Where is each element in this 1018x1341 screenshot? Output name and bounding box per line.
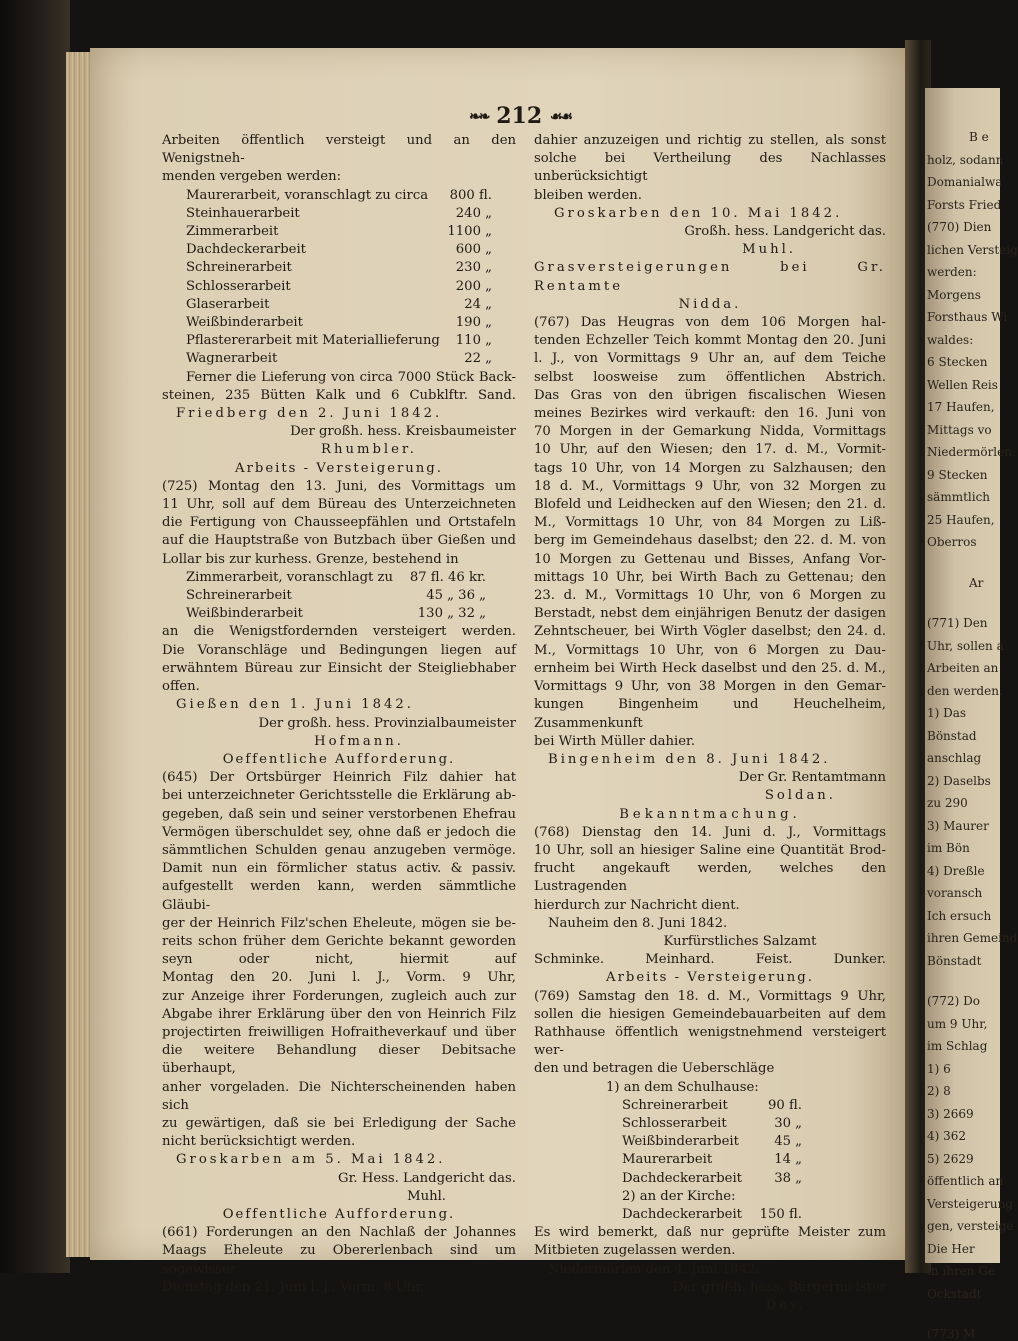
cost-value: 190 „	[455, 315, 492, 331]
cost-label: Wagnerarbeit	[186, 351, 278, 367]
text-line: Arbeiten öffentlich versteigt und an den Wenigstneh-	[162, 133, 516, 167]
place-date: Niedermörlen den 4. Juni 1842.	[548, 1261, 760, 1277]
text-line: 18 d. M., Vormittags 9 Uhr, von 32 Morgen zu	[534, 478, 886, 494]
cost-label: Schreinerarbeit	[186, 588, 292, 604]
cost-item	[162, 314, 492, 332]
cost-label: Weißbinderarbeit	[186, 606, 303, 622]
text-line: meines Bezirkes wird verkauft: den 16. Juni von	[534, 406, 886, 422]
fragment-line: Morgens	[927, 287, 981, 302]
cost-value: 30 „	[774, 1115, 802, 1131]
text-line: gegeben, daß sein und seiner verstorbenen Ehefrau	[162, 806, 516, 822]
fragment-line: (771) Den	[927, 616, 988, 630]
fragment-line: 9 Stecken	[927, 467, 988, 482]
signature-title: Der großh. hess. Provinzialbaumeister	[258, 715, 516, 731]
fragment-line: ihren Gemeind	[927, 931, 1018, 945]
fragment-line: den werden.	[927, 683, 1003, 698]
cost-fill	[712, 1151, 774, 1169]
cost-item	[622, 1115, 802, 1133]
text-line: 70 Morgen in der Gemarkung Nidda, Vormittags	[534, 424, 886, 440]
fragment-line: 2) 8	[927, 1084, 951, 1098]
notice-paragraph	[534, 314, 886, 751]
text-line: Blofeld und Leidhecken auf den Wiesen; den 21. d.	[534, 497, 886, 513]
fragment-line: Niedermörlen:	[927, 445, 1017, 459]
notice-paragraph	[162, 769, 516, 1151]
cost-value: 200 „	[455, 278, 492, 294]
left-column	[162, 132, 516, 1297]
notice-paragraph	[162, 1224, 516, 1297]
text-line: nicht berücksichtigt werden.	[162, 1134, 356, 1150]
fragment-line: (770) Dien	[927, 220, 992, 234]
text-line: (645) Der Ortsbürger Heinrich Filz dahier hat	[162, 770, 516, 786]
text-line: den und betragen die Ueberschläge	[534, 1061, 775, 1077]
text-line: mittags 10 Uhr, bei Wirth Bach zu Gettenau; den	[534, 569, 886, 585]
notice-heading: Nidda.	[678, 296, 742, 312]
fragment-line: Versteigerung	[927, 1196, 1013, 1211]
cost-value: 1100 „	[447, 224, 492, 240]
cost-item	[162, 187, 492, 205]
signature-title: Der großh. hess. Bürgermeister	[672, 1279, 886, 1295]
text-line: reits schon früher dem Gerichte bekannt geworden	[162, 933, 516, 949]
cost-fill	[440, 332, 456, 350]
text-line: die Fertigung von Chausseepfählen und Ortstafeln	[162, 515, 516, 531]
ornament-right-icon: ☙☙	[549, 109, 571, 125]
signature-title: Der Gr. Rentamtmann	[738, 770, 886, 786]
cost-label: Weißbinderarbeit	[622, 1134, 739, 1150]
cost-label: Pflastererarbeit mit Materiallieferung	[186, 333, 440, 349]
text-line: projectirten freiwilligen Hofraitheverkauf und über	[162, 1024, 516, 1040]
cost-list	[534, 1097, 802, 1188]
text-line: an die Wenigstfordernden versteigert werden.	[162, 624, 516, 640]
cost-item	[622, 1097, 802, 1115]
text-line: bei Wirth Müller dahier.	[534, 733, 696, 749]
text-line: Montag den 20. Juni l. J., Vorm. 9 Uhr,	[162, 970, 516, 986]
signature-name: Dey.	[765, 1298, 806, 1313]
text-line: 10 Uhr, auf den Wiesen; den 17. d. M., Vormit-	[534, 442, 886, 458]
fragment-line: öffentlich an	[927, 1174, 1004, 1188]
cost-item	[622, 1151, 802, 1169]
ornament-left-icon: ❧❧	[469, 109, 489, 125]
cost-fill	[727, 1115, 775, 1133]
place-date: Friedberg den 2. Juni 1842.	[176, 406, 443, 422]
cost-item	[162, 205, 492, 223]
text-line: menden vergeben werden:	[162, 169, 342, 185]
cost-list	[534, 1206, 802, 1224]
page-header	[420, 103, 620, 129]
cost-label: Zimmerarbeit, voranschlagt zu	[186, 569, 393, 585]
cost-fill	[728, 1097, 768, 1115]
cost-fill	[277, 350, 464, 368]
cost-label: Glaserarbeit	[186, 296, 270, 312]
text-line: (768) Dienstag den 14. Juni d. J., Vormittags	[534, 824, 886, 840]
text-line: aufgestellt werden kann, werden sämmtliche Gläubi-	[162, 879, 516, 913]
signature-name: Muhl.	[742, 242, 796, 258]
cost-item	[622, 1170, 802, 1188]
cost-label: Dachdeckerarbeit	[186, 242, 306, 258]
text-line: sämmtlichen Schulden genau anzugeben vermöge.	[162, 842, 516, 858]
fragment-line: Uhr, sollen a	[927, 638, 1004, 653]
text-line: Vormittags 9 Uhr, von 38 Morgen in den Gemar-	[534, 679, 886, 695]
cost-label: Schreinerarbeit	[622, 1097, 728, 1113]
text-line: hierdurch zur Nachricht dient.	[534, 897, 740, 913]
fragment-line: 4) Dreßle	[927, 863, 985, 878]
text-line: Ferner die Lieferung von circa 7000 Stück Back-	[186, 369, 516, 385]
text-line: Dienstag den 21. Juni l. J., Vorm. 8 Uhr,	[162, 1279, 425, 1295]
text-line: zu gewärtigen, daß sie bei Erledigung der Sache	[162, 1115, 516, 1131]
fragment-line: Ich ersuch	[927, 908, 992, 923]
cost-item	[162, 296, 492, 314]
cost-value: 45 „ 36 „	[426, 588, 486, 604]
cost-label: Steinhauerarbeit	[186, 205, 300, 221]
signature-names: Schminke. Meinhard. Feist. Dunker.	[534, 952, 886, 968]
cost-item	[622, 1206, 802, 1224]
cost-item	[186, 587, 486, 605]
fragment-line: Wellen Reis	[927, 377, 998, 392]
notice-heading: Arbeits - Versteigerung.	[606, 970, 814, 986]
text-line: bleiben werden.	[534, 187, 642, 203]
text-line: Vermögen überschuldet sey, ohne daß er jedoch die	[162, 824, 516, 840]
cost-value: 24 „	[464, 296, 492, 312]
text-line: tags 10 Uhr, von 14 Morgen zu Salzhausen; den	[534, 460, 886, 476]
notice-heading: Bekanntmachung.	[619, 806, 801, 822]
cost-label: Maurerarbeit, voranschlagt zu circa	[186, 187, 429, 203]
cost-fill	[300, 205, 456, 223]
signature-name: Soldan.	[764, 788, 836, 804]
text-line: Lollar bis zur kurhess. Grenze, bestehend in	[162, 551, 459, 567]
text-line: bei unterzeichneter Gerichtsstelle die Erklärung ab-	[162, 788, 516, 804]
cost-value: 150 fl.	[759, 1206, 802, 1222]
text-line: Rathhause öffentlich wenigstnehmend versteigert wer-	[534, 1024, 886, 1059]
signature-name: Hofmann.	[314, 733, 404, 749]
text-line: sollen die hiesigen Gemeindebauarbeiten auf dem	[534, 1006, 886, 1022]
text-line: 23. d. M., Vormittags 10 Uhr, von 6 Morgen zu	[534, 588, 886, 604]
fragment-line: 17 Haufen,	[927, 400, 995, 414]
cost-item	[162, 350, 492, 368]
fragment-line: 5) 2629	[927, 1151, 974, 1166]
text-line: selbst loosweise zum öffentlichen Abstrich.	[534, 369, 886, 385]
notice-paragraph	[162, 478, 516, 569]
fragment-line: 1) Das	[927, 706, 967, 720]
place-date: Nauheim den 8. Juni 1842.	[548, 915, 728, 931]
cost-item	[162, 223, 492, 241]
fragment-line: Oberros	[927, 535, 977, 549]
cost-item	[186, 605, 486, 623]
text-line: solche bei Vertheilung des Nachlasses unberücksichtigt	[534, 151, 886, 185]
cost-fill	[278, 223, 447, 241]
text-line: seyn oder nicht, hiermit auf	[162, 952, 516, 968]
notice-paragraph	[534, 1224, 886, 1260]
cost-item	[186, 569, 486, 587]
list-subheading: 2) an der Kirche:	[622, 1188, 736, 1204]
text-line: Abgabe ihrer Erklärung über den von Heinrich Filz	[162, 1006, 516, 1022]
text-line: auf die Hauptstraße von Butzbach über Gießen und	[162, 533, 516, 549]
text-line: dahier anzuzeigen und richtig zu stellen, als sonst	[534, 133, 886, 148]
cost-value: 87 fl. 46 kr.	[409, 569, 486, 585]
fragment-line: im Schlag	[927, 1039, 988, 1053]
fragment-line: sämmtlich	[927, 490, 991, 504]
fragment-line: im Bön	[927, 841, 970, 855]
text-line: frucht angekauft werden, welches den Lustragenden	[534, 861, 886, 895]
fragment-line: um 9 Uhr,	[927, 1016, 988, 1031]
cost-label: Schlosserarbeit	[622, 1115, 727, 1131]
cost-list	[162, 569, 486, 624]
fragment-line: zu 290	[927, 796, 968, 810]
signature-title: Der großh. hess. Kreisbaumeister	[290, 424, 516, 440]
book-spine	[0, 0, 70, 1273]
fragment-line: 25 Haufen,	[927, 512, 995, 527]
notice-heading: Arbeits - Versteigerung.	[235, 460, 443, 476]
fragment-line: voransch	[927, 886, 983, 900]
next-page-fragment	[925, 88, 1018, 1341]
text-line: erwähntem Büreau zur Einsicht der Steigliebhaber	[162, 660, 516, 676]
text-line: (767) Das Heugras von dem 106 Morgen hal-	[534, 315, 886, 331]
place-date: Gießen den 1. Juni 1842.	[176, 697, 414, 713]
cost-value: 90 fl.	[768, 1097, 802, 1113]
cost-label: Dachdeckerarbeit	[622, 1170, 742, 1186]
text-line: M., Vormittags 10 Uhr, von 6 Morgen zu Dau-	[534, 642, 886, 658]
text-line: Mitbieten zugelassen werden.	[534, 1243, 736, 1259]
fragment-line: Forsthaus Wi	[927, 310, 1008, 324]
signature-name: Rhumbler.	[321, 442, 417, 458]
text-line: zur Anzeige ihrer Forderungen, zugleich auch zur	[162, 988, 516, 1004]
fragment-line: Ockstadt	[927, 1286, 982, 1301]
signature-title: Gr. Hess. Landgericht das.	[338, 1170, 516, 1186]
fragment-line: (773) M	[927, 1327, 976, 1341]
text-line: Berstadt, nebst dem einjährigen Benutz der dasigen	[534, 606, 886, 622]
notice-heading: Oeffentliche Aufforderung.	[222, 751, 456, 767]
text-line: M., Vormittags 10 Uhr, von 84 Morgen zu Liß-	[534, 515, 886, 531]
text-line: (725) Montag den 13. Juni, des Vormittags um	[162, 478, 516, 494]
place-date: Groskarben den 10. Mai 1842.	[554, 205, 843, 221]
cost-value: 22 „	[464, 351, 492, 367]
text-line: kungen Bingenheim und Heuchelheim, Zusammenkunft	[534, 697, 886, 731]
text-line: Zehntscheuer, bei Wirth Vögler daselbst; den 24. d.	[534, 624, 886, 640]
cost-fill	[742, 1206, 760, 1224]
cost-fill	[269, 296, 464, 314]
fragment-line: Forsts Fried	[927, 197, 1002, 212]
cost-value: 600 „	[455, 242, 492, 258]
cost-value: 800 fl.	[449, 187, 492, 203]
cost-label: Schlosserarbeit	[186, 278, 291, 294]
cost-fill	[303, 605, 418, 623]
text-line: ernheim bei Wirth Heck daselbst und den 25. d. M.,	[534, 660, 886, 676]
text-line: steinen, 235 Bütten Kalk und 6 Cubklftr. Sand.	[162, 387, 516, 403]
cost-item	[622, 1133, 802, 1151]
page-number: 212	[496, 103, 543, 129]
cost-fill	[291, 278, 456, 296]
text-line: anher vorgeladen. Die Nichterscheinenden haben sich	[162, 1079, 516, 1113]
cost-label: Zimmerarbeit	[186, 224, 279, 240]
fragment-line: 1) 6	[927, 1061, 951, 1076]
cost-value: 130 „ 32 „	[417, 606, 486, 622]
fragment-line: lichen Versteig	[927, 242, 1018, 257]
cost-fill	[303, 314, 456, 332]
cost-label: Maurerarbeit	[622, 1152, 713, 1168]
fragment-line: 3) Maurer	[927, 818, 989, 833]
cost-value: 38 „	[774, 1170, 802, 1186]
cost-value: 240 „	[455, 205, 492, 221]
text-line: berg im Gemeindehaus daselbst; den 22. d. M. von	[534, 533, 886, 549]
fragment-line: 2) Daselbs	[927, 773, 991, 788]
cost-fill	[306, 241, 456, 259]
cost-label: Weißbinderarbeit	[186, 315, 303, 331]
cost-value: 45 „	[774, 1134, 802, 1150]
cost-fill	[292, 259, 456, 277]
cost-fill	[292, 587, 426, 605]
text-line: 10 Uhr, soll an hiesiger Saline eine Quantität Brod-	[534, 842, 886, 858]
cost-list	[162, 187, 492, 369]
text-line: Es wird bemerkt, daß nur geprüfte Meister zum	[534, 1225, 886, 1241]
text-line: 11 Uhr, soll auf dem Büreau des Unterzeichneten	[162, 497, 516, 513]
fragment-line: Ar	[969, 575, 984, 590]
text-line: offen.	[162, 679, 200, 695]
list-subheading: 1) an dem Schulhause:	[606, 1079, 759, 1095]
place-date: Bingenheim den 8. Juni 1842.	[548, 751, 831, 767]
fragment-line: Domanialwa	[927, 175, 1003, 189]
cost-fill	[742, 1170, 774, 1188]
cost-fill	[428, 187, 450, 205]
fragment-line: werden:	[927, 265, 977, 279]
cost-label: Dachdeckerarbeit	[622, 1206, 742, 1222]
notice-paragraph	[534, 988, 886, 1079]
fragment-line: 6 Stecken	[927, 355, 988, 369]
signature-title: Kurfürstliches Salzamt	[663, 933, 817, 949]
fragment-line: B e	[969, 130, 989, 144]
fragment-line: anschlag	[927, 751, 982, 765]
fragment-line: 4) 362	[927, 1129, 967, 1143]
text-line: (769) Samstag den 18. d. M., Vormittags 9 Uhr,	[534, 988, 886, 1004]
notice-paragraph	[162, 623, 516, 696]
notice-paragraph	[534, 132, 886, 205]
cost-value: 14 „	[774, 1152, 802, 1168]
right-column	[534, 132, 886, 1315]
cost-item	[162, 259, 492, 277]
fragment-line: waldes:	[927, 332, 974, 347]
page-edges	[66, 52, 92, 1257]
cost-fill	[393, 569, 410, 587]
text-line: die weitere Behandlung dieser Debitsache überhaupt,	[162, 1043, 516, 1077]
notice-heading: Grasversteigerungen bei Gr. Rentamte	[534, 260, 886, 294]
fragment-line: Mittags vo	[927, 422, 992, 437]
signature-title: Großh. hess. Landgericht das.	[684, 224, 886, 240]
text-line: ger der Heinrich Filz'schen Eheleute, mögen sie be-	[162, 915, 516, 931]
fragment-line: holz, sodann	[927, 152, 1004, 167]
notice-paragraph	[534, 824, 886, 915]
text-line: Maags Eheleute zu Obererlenbach sind um sogewisser	[162, 1243, 516, 1277]
notice-heading: Oeffentliche Aufforderung.	[222, 1206, 456, 1222]
fragment-line: in ihren Ge	[927, 1264, 996, 1278]
text-line: Die Voranschläge und Bedingungen liegen auf	[162, 642, 516, 658]
text-line: l. J., von Vormittags 9 Uhr an, auf dem Teiche	[534, 351, 886, 367]
fragment-line: (772) Do	[927, 994, 980, 1008]
cost-item	[162, 241, 492, 259]
cost-item	[162, 278, 492, 296]
text-line: tenden Echzeller Teich kommt Montag den 20. Juni	[534, 333, 886, 349]
cost-fill	[739, 1133, 774, 1151]
text-line: 10 Morgen zu Gettenau und Bisses, Anfang Vor-	[534, 551, 886, 567]
cost-item	[162, 332, 492, 350]
cost-value: 230 „	[455, 260, 492, 276]
cost-label: Schreinerarbeit	[186, 260, 292, 276]
fragment-line: Bönstad	[927, 728, 977, 743]
text-line: (661) Forderungen an den Nachlaß der Johannes	[162, 1225, 516, 1241]
signature-name: Muhl.	[407, 1188, 446, 1204]
fragment-line: gen, versteige	[927, 1219, 1014, 1233]
text-line: Das Gras von den übrigen fiscalischen Wiesen	[534, 387, 886, 403]
fragment-line: 3) 2669	[927, 1106, 974, 1121]
fragment-line: Bönstadt	[927, 953, 982, 968]
text-line: Damit nun ein förmlicher status activ. & passiv.	[162, 861, 516, 877]
fragment-line: Arbeiten an	[927, 661, 999, 675]
place-date: Groskarben am 5. Mai 1842.	[176, 1152, 446, 1168]
cost-value: 110 „	[455, 333, 492, 349]
fragment-line: Die Her	[927, 1241, 975, 1256]
